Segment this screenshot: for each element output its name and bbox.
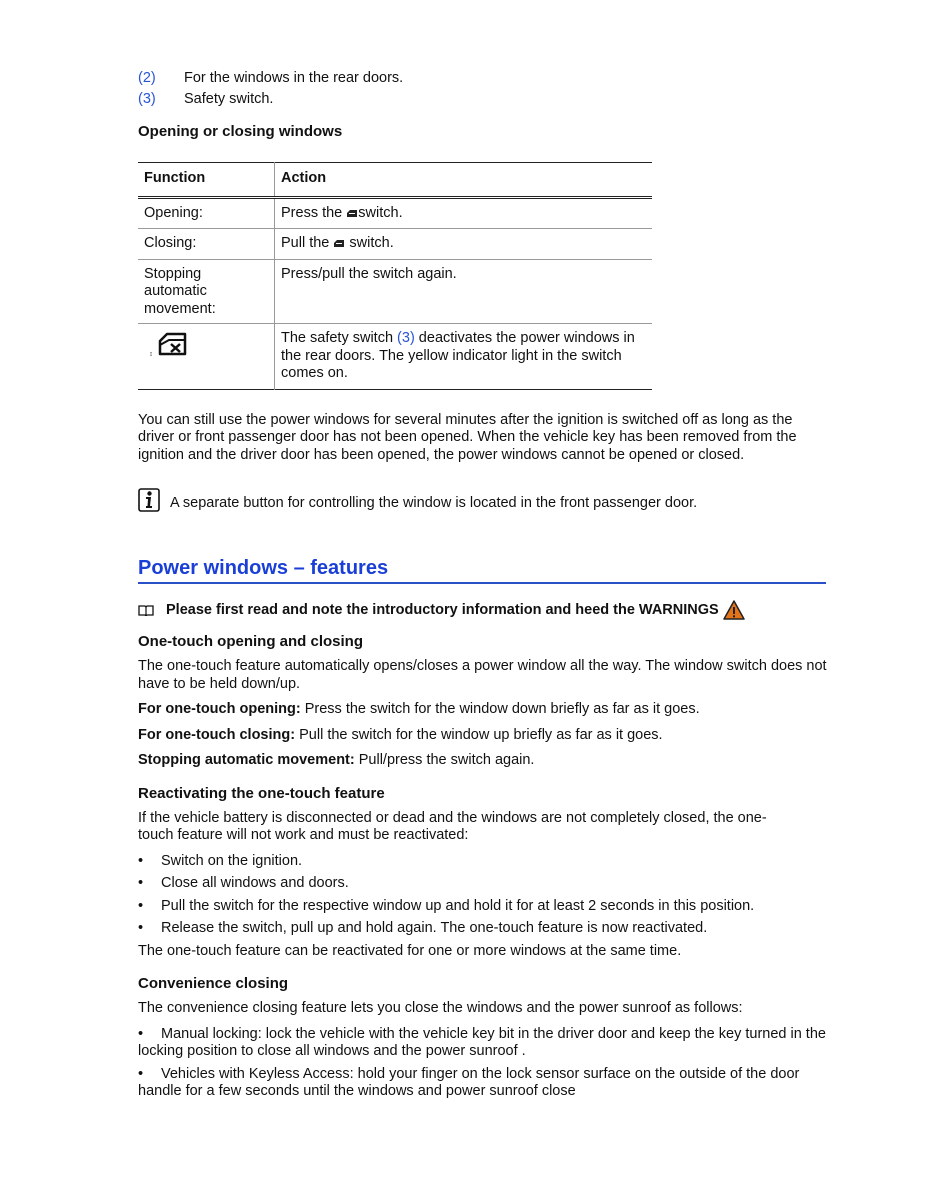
book-icon[interactable] [138, 604, 154, 616]
definition-item: For one-touch closing: Pull the switch for the window up briefly as far as it goes. [138, 726, 663, 743]
window-switch-icon [346, 209, 358, 218]
subsection-heading: Convenience closing [138, 975, 289, 992]
subsection-heading: One-touch opening and closing [138, 633, 363, 650]
note-text: A separate button for controlling the window is located in the front passenger door. [170, 495, 698, 511]
list-item: • Switch on the ignition. [138, 853, 828, 871]
function-cell: Closing: [138, 229, 275, 260]
table-row [138, 324, 652, 390]
body-paragraph: You can still use the power windows for several minutes after the ignition is switched off as long as the driver or front passenger door has not been opened. When the vehicle key has been removed from the ignition and the driver door has been opened, the power windows cannot be opened or closed. [138, 411, 797, 463]
info-icon [138, 488, 160, 512]
section-heading: Opening or closing windows [138, 123, 343, 140]
info-note [138, 488, 828, 512]
list-item: • Vehicles with Keyless Access: hold your finger on the lock sensor surface on the outside of the door handle for a few seconds until the windows and power sunroof close [138, 1065, 800, 1099]
function-cell: Stopping automatic movement: [138, 259, 275, 324]
legend-number[interactable]: (2) [138, 70, 156, 86]
legend-text: For the windows in the rear doors. [184, 70, 404, 86]
function-cell: Opening: [138, 197, 275, 229]
section-title: Power windows – features [138, 557, 826, 584]
legend-item [138, 68, 828, 89]
column-header-action: Action [281, 170, 327, 186]
rear-window-lock-icon [144, 330, 188, 358]
action-cell: Press/pull the switch again. [281, 265, 457, 282]
subsection-heading: Reactivating the one-touch feature [138, 784, 385, 802]
function-cell [138, 324, 275, 390]
body-paragraph: The convenience closing feature lets you close the windows and the power sunroof as follows: [138, 1000, 743, 1016]
warning-triangle-icon[interactable] [723, 600, 745, 620]
legend-list [138, 68, 828, 110]
table-row [138, 229, 652, 260]
list-item: • Release the switch, pull up and hold again. The one-touch feature is now reactivated. [138, 920, 828, 938]
action-cell: Pull the switch. [281, 235, 394, 251]
table-row [138, 197, 652, 229]
definition-item: For one-touch opening: Press the switch for the window down briefly as far as it goes. [138, 701, 700, 717]
intro-text: Please first read and note the introductory information and heed the WARNINGS [166, 602, 719, 618]
table-header-row [138, 163, 652, 198]
body-paragraph: If the vehicle battery is disconnected or dead and the windows are not completely closed, the one-touch feature will not work and must be reactivated: [138, 809, 767, 843]
definition-item: Stopping automatic movement: Pull/press the switch again. [138, 752, 535, 768]
list-item: • Manual locking: lock the vehicle with the vehicle key bit in the driver door and keep the key turned in the locking position to close all windows and the power sunroof . [138, 1025, 826, 1059]
steps-list [138, 853, 828, 938]
window-switch-icon [333, 239, 345, 248]
column-header-function: Function [138, 163, 275, 198]
legend-text: Safety switch. [184, 91, 274, 107]
body-paragraph: The one-touch feature automatically opens/closes a power window all the way. The window switch does not have to be held down/up. [138, 658, 827, 692]
reference-link[interactable]: (3) [397, 330, 415, 346]
legend-item [138, 89, 828, 110]
function-table [138, 162, 652, 390]
action-cell: The safety switch (3) deactivates the power windows in the rear doors. The yellow indicator light in the switch comes on. [281, 330, 635, 381]
legend-number[interactable]: (3) [138, 91, 156, 107]
body-paragraph: The one-touch feature can be reactivated for one or more windows at the same time. [138, 942, 682, 959]
list-item: • Pull the switch for the respective window up and hold it for at least 2 seconds in this position. [138, 898, 828, 916]
intro-line [138, 600, 828, 620]
list-item: • Close all windows and doors. [138, 875, 828, 893]
action-cell: Press the switch. [281, 204, 403, 221]
manual-page [138, 68, 828, 1101]
table-row [138, 259, 652, 324]
